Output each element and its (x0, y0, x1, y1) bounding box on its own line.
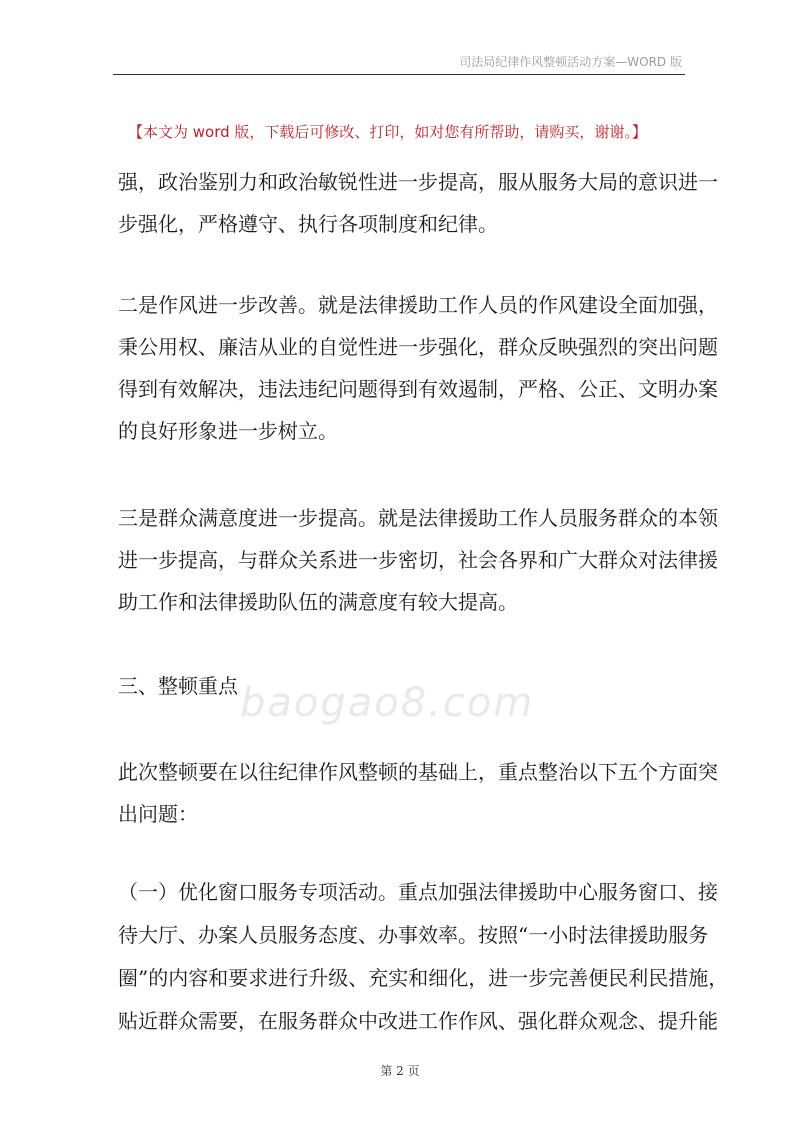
section-heading: 三、整顿重点 (118, 674, 238, 698)
body-line: 强，政治鉴别力和政治敏锐性进一步提高，服从服务大局的意识进一 (118, 170, 718, 194)
body-line: 圈”的内容和要求进行升级、充实和细化，进一步完善便民利民措施， (118, 966, 729, 990)
download-notice: 【本文为 word 版，下载后可修改、打印，如对您有所帮助，请购买，谢谢。】 (128, 123, 647, 141)
body-line: 贴近群众需要，在服务群众中改进工作作风、强化群众观念、提升能 (118, 1009, 718, 1033)
body-line: 三是群众满意度进一步提高。就是法律援助工作人员服务群众的本领 (118, 506, 718, 530)
watermark-text: baogao8.com (240, 680, 535, 726)
body-line: 待大厅、办案人员服务态度、办事效率。按照“一小时法律援助服务 (118, 923, 709, 947)
header-title: 司法局纪律作风整顿活动方案—WORD 版 (459, 55, 682, 69)
body-line: 得到有效解决，违法违纪问题得到有效遏制，严格、公正、文明办案 (118, 377, 718, 401)
body-line: 出问题： (118, 802, 198, 826)
body-line: 二是作风进一步改善。就是法律援助工作人员的作风建设全面加强， (118, 293, 718, 317)
body-line: 的良好形象进一步树立。 (118, 419, 338, 443)
body-line: 秉公用权、廉洁从业的自觉性进一步强化，群众反映强烈的突出问题 (118, 335, 718, 359)
body-line: 助工作和法律援助队伍的满意度有较大提高。 (118, 590, 518, 614)
page-number: 第 2 页 (380, 1064, 420, 1078)
body-line: 此次整顿要在以往纪律作风整顿的基础上，重点整治以下五个方面突 (118, 760, 718, 784)
body-line: 步强化，严格遵守、执行各项制度和纪律。 (118, 212, 498, 236)
body-line: 进一步提高，与群众关系进一步密切，社会各界和广大群众对法律援 (118, 548, 718, 572)
header-divider (113, 74, 685, 75)
body-line: （一）优化窗口服务专项活动。重点加强法律援助中心服务窗口、接 (118, 880, 718, 904)
